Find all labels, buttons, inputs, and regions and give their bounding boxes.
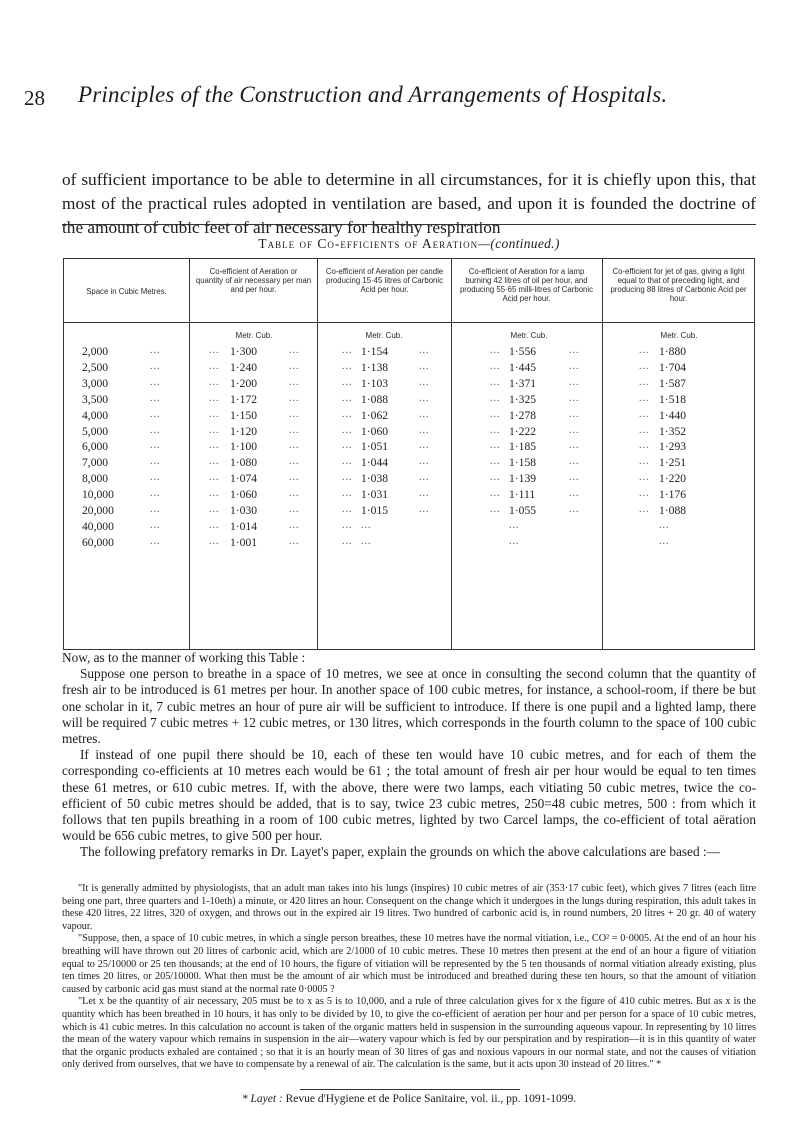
cell-space: 7,000 — [82, 456, 109, 470]
leader-dots: ... — [289, 472, 300, 484]
col-header-space: Space in Cubic Metres. — [86, 287, 167, 296]
leader-dots: ... — [209, 488, 220, 500]
leader-dots: ... — [569, 456, 580, 468]
cell-coefficient: 1·325 — [509, 392, 537, 406]
cell-coefficient: 1·556 — [509, 345, 537, 358]
cell-coefficient: 1·880 — [659, 345, 687, 358]
footnote-author: * Layet : — [241, 1093, 283, 1105]
leader-dots: ... — [569, 360, 580, 372]
cell-coefficient: 1·587 — [659, 376, 687, 390]
cell-space: 4,000 — [82, 408, 109, 422]
leader-dots: ... — [569, 408, 580, 420]
leader-dots: ... — [419, 488, 430, 500]
col-header-lamp: Co-efficient of Aeration for a lamp burning 42 litres of oil per hour, and producing 55·65 milli-litres of Carbonic Acid per hour. — [459, 267, 594, 303]
leader-dots: ... — [209, 440, 220, 452]
leader-dots: ... — [419, 360, 430, 372]
cell-coefficient: 1·030 — [230, 504, 258, 517]
cell-coefficient: 1·185 — [509, 440, 537, 454]
leader-dots: ... — [419, 408, 430, 420]
leader-dots: ... — [419, 424, 430, 436]
paragraph: Suppose one person to breathe in a space of 10 metres, we see at once in consulting the second column that the quantity of fresh air to be introduced is 61 metres per hour. In another space of 100 cubic metres, for instance, a school-room, if there be but one scholar in it, 7 cubic metres an hour of pure air will be sufficient to introduce. If there is one pupil and a lighted lamp, there will be required 7 cubic metres + 12 cubic metres, or 130 litres, which corresponds in the fourth column to the space of 100 cubic metres. — [62, 666, 756, 747]
leader-dots: ... — [209, 424, 220, 436]
paragraph: If instead of one pupil there should be 10, each of these ten would have 10 cubic metres, and for each of them the corresponding co-efficients at 10 metres each would be 61 ; the total amount of fresh air per hour would be equal to ten times these 61 metres, or 610 cubic metres. If, with the above, there were two lamps, each vitiating 50 cubic metres, twice the co-efficient of 50 cubic metres should be added, that is to say, twice 23 cubic metres, 250=48 cubic metres, 500 : from which it follows that ten pupils breathing in a room of 100 cubic metres, lighted by two Carcel lamps, the co-efficient of total aëration would be 656 cubic metres, to give 500 per hour. — [62, 747, 756, 844]
cell-coefficient: 1·518 — [659, 392, 687, 406]
cell-coefficient: ... — [659, 519, 670, 531]
leader-dots: ... — [150, 456, 161, 468]
leader-dots: ... — [639, 360, 650, 372]
leader-dots: ... — [569, 488, 580, 500]
cell-coefficient: ... — [361, 535, 372, 547]
cell-coefficient: 1·158 — [509, 456, 537, 470]
quote-paragraph: "It is generally admitted by physiologists, that an adult man takes into his lungs (inspires) 10 cubic metres of air (353·17 cubic feet), which gives 7 litres (each litre being one part, three quarters and 1-10eth) a minute, or 420 litres an hour. Consequent on the change which it undergoes in the lungs during respiration, this adult takes in these 420 litres, 22 litres, 320 of oxygen, and throws out in the expired air 19 litres. Two hundred of carbonic acid is, in round numbers, 20 litres + 20 gr. 40 of watery vapour. — [62, 883, 756, 932]
cell-coefficient: 1·038 — [361, 472, 389, 486]
leader-dots: ... — [490, 440, 501, 452]
cell-coefficient: 1·150 — [230, 408, 258, 422]
col-header-gas: Co-efficient for jet of gas, giving a light equal to that of preceding light, and producing 88 litres of Carbonic Acid per hour. — [610, 267, 747, 303]
cell-coefficient: 1·120 — [230, 424, 258, 438]
cell-coefficient: 1·278 — [509, 408, 537, 422]
leader-dots: ... — [569, 392, 580, 404]
cell-coefficient: 1·154 — [361, 345, 389, 358]
table-title — [62, 236, 756, 252]
cell-coefficient: 1·111 — [509, 488, 536, 502]
table-row — [64, 456, 754, 472]
cell-coefficient: 1·220 — [659, 472, 687, 486]
leader-dots: ... — [639, 488, 650, 500]
cell-coefficient: 1·176 — [659, 488, 687, 502]
leader-dots: ... — [639, 376, 650, 388]
paragraph: Now, as to the manner of working this Table : — [62, 650, 306, 665]
leader-dots: ... — [639, 392, 650, 404]
table-title-text: Table of Co-efficients of Aeration — [258, 236, 479, 251]
quote-paragraph: "Suppose, then, a space of 10 cubic metres, in which a single person breathes, these 10 metres have the normal vitiation, i.e., CO² = 0·0005. At the end of an hour his breathing will have thrown out 20 litres of carbonic acid, which are 2/1000 of 10 cubic metres. These 10 metres then present at the end of an hour a figure of vitiation equal to 25/10000 or 25 ten thousands; at the end of 10 hours, the figure of vitiation will be represented by the 5 ten thousands of normal vitiation already existing, plus ten times 20 litres, or 205/10000. What then must be the amount of air which must be introduced and breathed during these ten hours, so that the amount of vitiation caused by carbonic acid gas must stand at the normal rate 0·0005 ? — [62, 933, 756, 995]
leader-dots: ... — [289, 488, 300, 500]
cell-coefficient: 1·240 — [230, 360, 258, 374]
leader-dots: ... — [342, 440, 353, 452]
cell-coefficient: 1·251 — [659, 456, 687, 470]
leader-dots: ... — [209, 392, 220, 404]
leader-dots: ... — [419, 504, 430, 515]
leader-dots: ... — [490, 456, 501, 468]
leader-dots: ... — [209, 376, 220, 388]
table-row — [64, 536, 754, 552]
leader-dots: ... — [150, 504, 161, 515]
leader-dots: ... — [150, 488, 161, 500]
cell-coefficient: ... — [361, 519, 372, 531]
leader-dots: ... — [289, 424, 300, 436]
leader-dots: ... — [150, 376, 161, 388]
cell-space: 20,000 — [82, 504, 114, 517]
leader-dots: ... — [419, 345, 430, 356]
cell-coefficient: 1·704 — [659, 360, 687, 374]
leader-dots: ... — [569, 504, 580, 515]
cell-space: 3,000 — [82, 376, 109, 390]
leader-dots: ... — [342, 360, 353, 372]
leader-dots: ... — [342, 472, 353, 484]
leader-dots: ... — [150, 440, 161, 452]
leader-dots: ... — [289, 519, 300, 531]
leader-dots: ... — [639, 345, 650, 356]
leader-dots: ... — [342, 376, 353, 388]
cell-coefficient: ... — [509, 535, 520, 547]
cell-coefficient: 1·138 — [361, 360, 389, 374]
table-row — [64, 361, 754, 377]
table-row — [64, 504, 754, 520]
cell-space: 10,000 — [82, 488, 114, 502]
leader-dots: ... — [342, 424, 353, 436]
quotation — [62, 883, 756, 1072]
leader-dots: ... — [150, 519, 161, 531]
leader-dots: ... — [639, 408, 650, 420]
cell-space: 40,000 — [82, 519, 114, 533]
cell-space: 60,000 — [82, 535, 114, 549]
cell-coefficient: 1·352 — [659, 424, 687, 438]
leader-dots: ... — [490, 360, 501, 372]
leader-dots: ... — [150, 345, 161, 356]
leader-dots: ... — [419, 376, 430, 388]
cell-space: 8,000 — [82, 472, 109, 486]
leader-dots: ... — [419, 456, 430, 468]
leader-dots: ... — [209, 408, 220, 420]
cell-coefficient: 1·445 — [509, 360, 537, 374]
cell-coefficient: 1·440 — [659, 408, 687, 422]
table-row — [64, 377, 754, 393]
leader-dots: ... — [150, 472, 161, 484]
cell-coefficient: ... — [659, 535, 670, 547]
leader-dots: ... — [209, 360, 220, 372]
leader-dots: ... — [150, 424, 161, 436]
body-text — [62, 650, 756, 861]
page-header — [24, 82, 724, 118]
footnote-rule — [300, 1089, 520, 1090]
leader-dots: ... — [639, 440, 650, 452]
leader-dots: ... — [342, 519, 353, 531]
cell-coefficient: 1·300 — [230, 345, 258, 358]
cell-coefficient: 1·062 — [361, 408, 389, 422]
table-row — [64, 472, 754, 488]
quote-paragraph: "Let x be the quantity of air necessary, 205 must be to x as 5 is to 10,000, and a rule of three calculation gives for x the figure of 410 cubic metres. But as x is the quantity which has been breathed in 10 hours, it has only to be divided by 10, to give the co-efficient of aeration per hour and per person for a space of 10 cubic metres, which is 41 cubic metres. In this calculation no account is taken of the organic matters held in suspension in the surrounding aqueous vapour. In representing by 10 litres the mean of the watery vapour which remains in suspension in the air—watery vapour which is fed by our perspiration and by respiration—it is in this quantity of water that the organic products exhaled are contained ; so that it is an hourly mean of 30 litres of gas and noxious vapours in our normal state, and not the causes of vitiation only derived from ourselves, that we have to compensate by a renewal of air. The calculation is the same, but it acts upon 30 instead of 20 litres." * — [62, 996, 756, 1071]
cell-coefficient: 1·014 — [230, 519, 258, 533]
cell-coefficient: 1·100 — [230, 440, 258, 454]
cell-coefficient: 1·088 — [659, 504, 687, 517]
leader-dots: ... — [569, 472, 580, 484]
leader-dots: ... — [289, 535, 300, 547]
leader-dots: ... — [150, 392, 161, 404]
cell-coefficient: ... — [509, 519, 520, 531]
leader-dots: ... — [289, 456, 300, 468]
intro-paragraph: of sufficient importance to be able to determine in all circumstances, for it is chiefly upon this, that most of the practical rules adopted in ventilation are based, and upon it is founded the doctrine of the amount of cubic feet of air necessary for healthy respiration — [62, 170, 756, 237]
leader-dots: ... — [490, 424, 501, 436]
cell-coefficient: 1·172 — [230, 392, 258, 406]
cell-space: 3,500 — [82, 392, 109, 406]
cell-coefficient: 1·015 — [361, 504, 389, 517]
leader-dots: ... — [289, 376, 300, 388]
leader-dots: ... — [150, 360, 161, 372]
leader-dots: ... — [209, 504, 220, 515]
cell-coefficient: 1·074 — [230, 472, 258, 486]
leader-dots: ... — [289, 392, 300, 404]
footnote — [62, 1093, 756, 1105]
leader-dots: ... — [342, 392, 353, 404]
leader-dots: ... — [490, 376, 501, 388]
leader-dots: ... — [150, 535, 161, 547]
leader-dots: ... — [490, 504, 501, 515]
table-title-suffix: —(continued.) — [478, 236, 560, 251]
cell-coefficient: 1·051 — [361, 440, 389, 454]
leader-dots: ... — [209, 519, 220, 531]
cell-space: 2,500 — [82, 360, 109, 374]
leader-dots: ... — [342, 408, 353, 420]
cell-space: 6,000 — [82, 440, 109, 454]
cell-coefficient: 1·031 — [361, 488, 389, 502]
header-divider — [64, 322, 754, 323]
table-row — [64, 488, 754, 504]
cell-coefficient: 1·001 — [230, 535, 258, 549]
leader-dots: ... — [342, 488, 353, 500]
unit-label: Metr. Cub. — [660, 331, 698, 340]
leader-dots: ... — [490, 408, 501, 420]
leader-dots: ... — [419, 440, 430, 452]
table-row — [64, 409, 754, 425]
leader-dots: ... — [419, 472, 430, 484]
cell-coefficient: 1·055 — [509, 504, 537, 517]
cell-coefficient: 1·103 — [361, 376, 389, 390]
leader-dots: ... — [289, 345, 300, 356]
col-header-candle: Co-efficient of Aeration per candle producing 15·45 litres of Carbonic Acid per hour. — [325, 267, 444, 294]
leader-dots: ... — [490, 345, 501, 356]
leader-dots: ... — [569, 376, 580, 388]
leader-dots: ... — [289, 360, 300, 372]
cell-coefficient: 1·080 — [230, 456, 258, 470]
running-title: Principles of the Construction and Arrangements of Hospitals. — [78, 82, 668, 107]
leader-dots: ... — [289, 408, 300, 420]
cell-coefficient: 1·044 — [361, 456, 389, 470]
leader-dots: ... — [569, 440, 580, 452]
leader-dots: ... — [639, 472, 650, 484]
leader-dots: ... — [289, 440, 300, 452]
unit-label: Metr. Cub. — [235, 331, 273, 340]
leader-dots: ... — [150, 408, 161, 420]
cell-coefficient: 1·060 — [361, 424, 389, 438]
leader-dots: ... — [342, 535, 353, 547]
cell-coefficient: 1·293 — [659, 440, 687, 454]
cell-coefficient: 1·371 — [509, 376, 537, 390]
table-row — [64, 425, 754, 441]
cell-coefficient: 1·060 — [230, 488, 258, 502]
table-row — [64, 440, 754, 456]
leader-dots: ... — [569, 424, 580, 436]
leader-dots: ... — [639, 424, 650, 436]
page-number: 28 — [24, 86, 45, 110]
leader-dots: ... — [490, 488, 501, 500]
table-row — [64, 520, 754, 536]
footnote-text: Revue d'Hygiene et de Police Sanitaire, vol. ii., pp. 1091-1099. — [285, 1093, 577, 1105]
paragraph: The following prefatory remarks in Dr. Layet's paper, explain the grounds on which the above calculations are based :— — [80, 844, 720, 860]
leader-dots: ... — [342, 456, 353, 468]
cell-coefficient: 1·200 — [230, 376, 258, 390]
cell-coefficient: 1·139 — [509, 472, 537, 486]
rule-top — [62, 224, 756, 225]
leader-dots: ... — [639, 504, 650, 515]
leader-dots: ... — [209, 472, 220, 484]
cell-space: 5,000 — [82, 424, 109, 438]
cell-coefficient: 1·222 — [509, 424, 537, 438]
unit-label: Metr. Cub. — [510, 331, 548, 340]
leader-dots: ... — [209, 345, 220, 356]
col-header-man: Co-efficient of Aeration or quantity of air necessary per man and per hour. — [195, 267, 312, 294]
leader-dots: ... — [419, 392, 430, 404]
cell-coefficient: 1·088 — [361, 392, 389, 406]
leader-dots: ... — [289, 504, 300, 515]
table-row — [64, 393, 754, 409]
leader-dots: ... — [209, 535, 220, 547]
leader-dots: ... — [342, 345, 353, 356]
unit-label: Metr. Cub. — [365, 331, 403, 340]
leader-dots: ... — [639, 456, 650, 468]
leader-dots: ... — [490, 392, 501, 404]
aeration-table — [63, 258, 755, 650]
leader-dots: ... — [342, 504, 353, 515]
table-row — [64, 345, 754, 361]
cell-space: 2,000 — [82, 345, 109, 358]
leader-dots: ... — [490, 472, 501, 484]
leader-dots: ... — [569, 345, 580, 356]
leader-dots: ... — [209, 456, 220, 468]
